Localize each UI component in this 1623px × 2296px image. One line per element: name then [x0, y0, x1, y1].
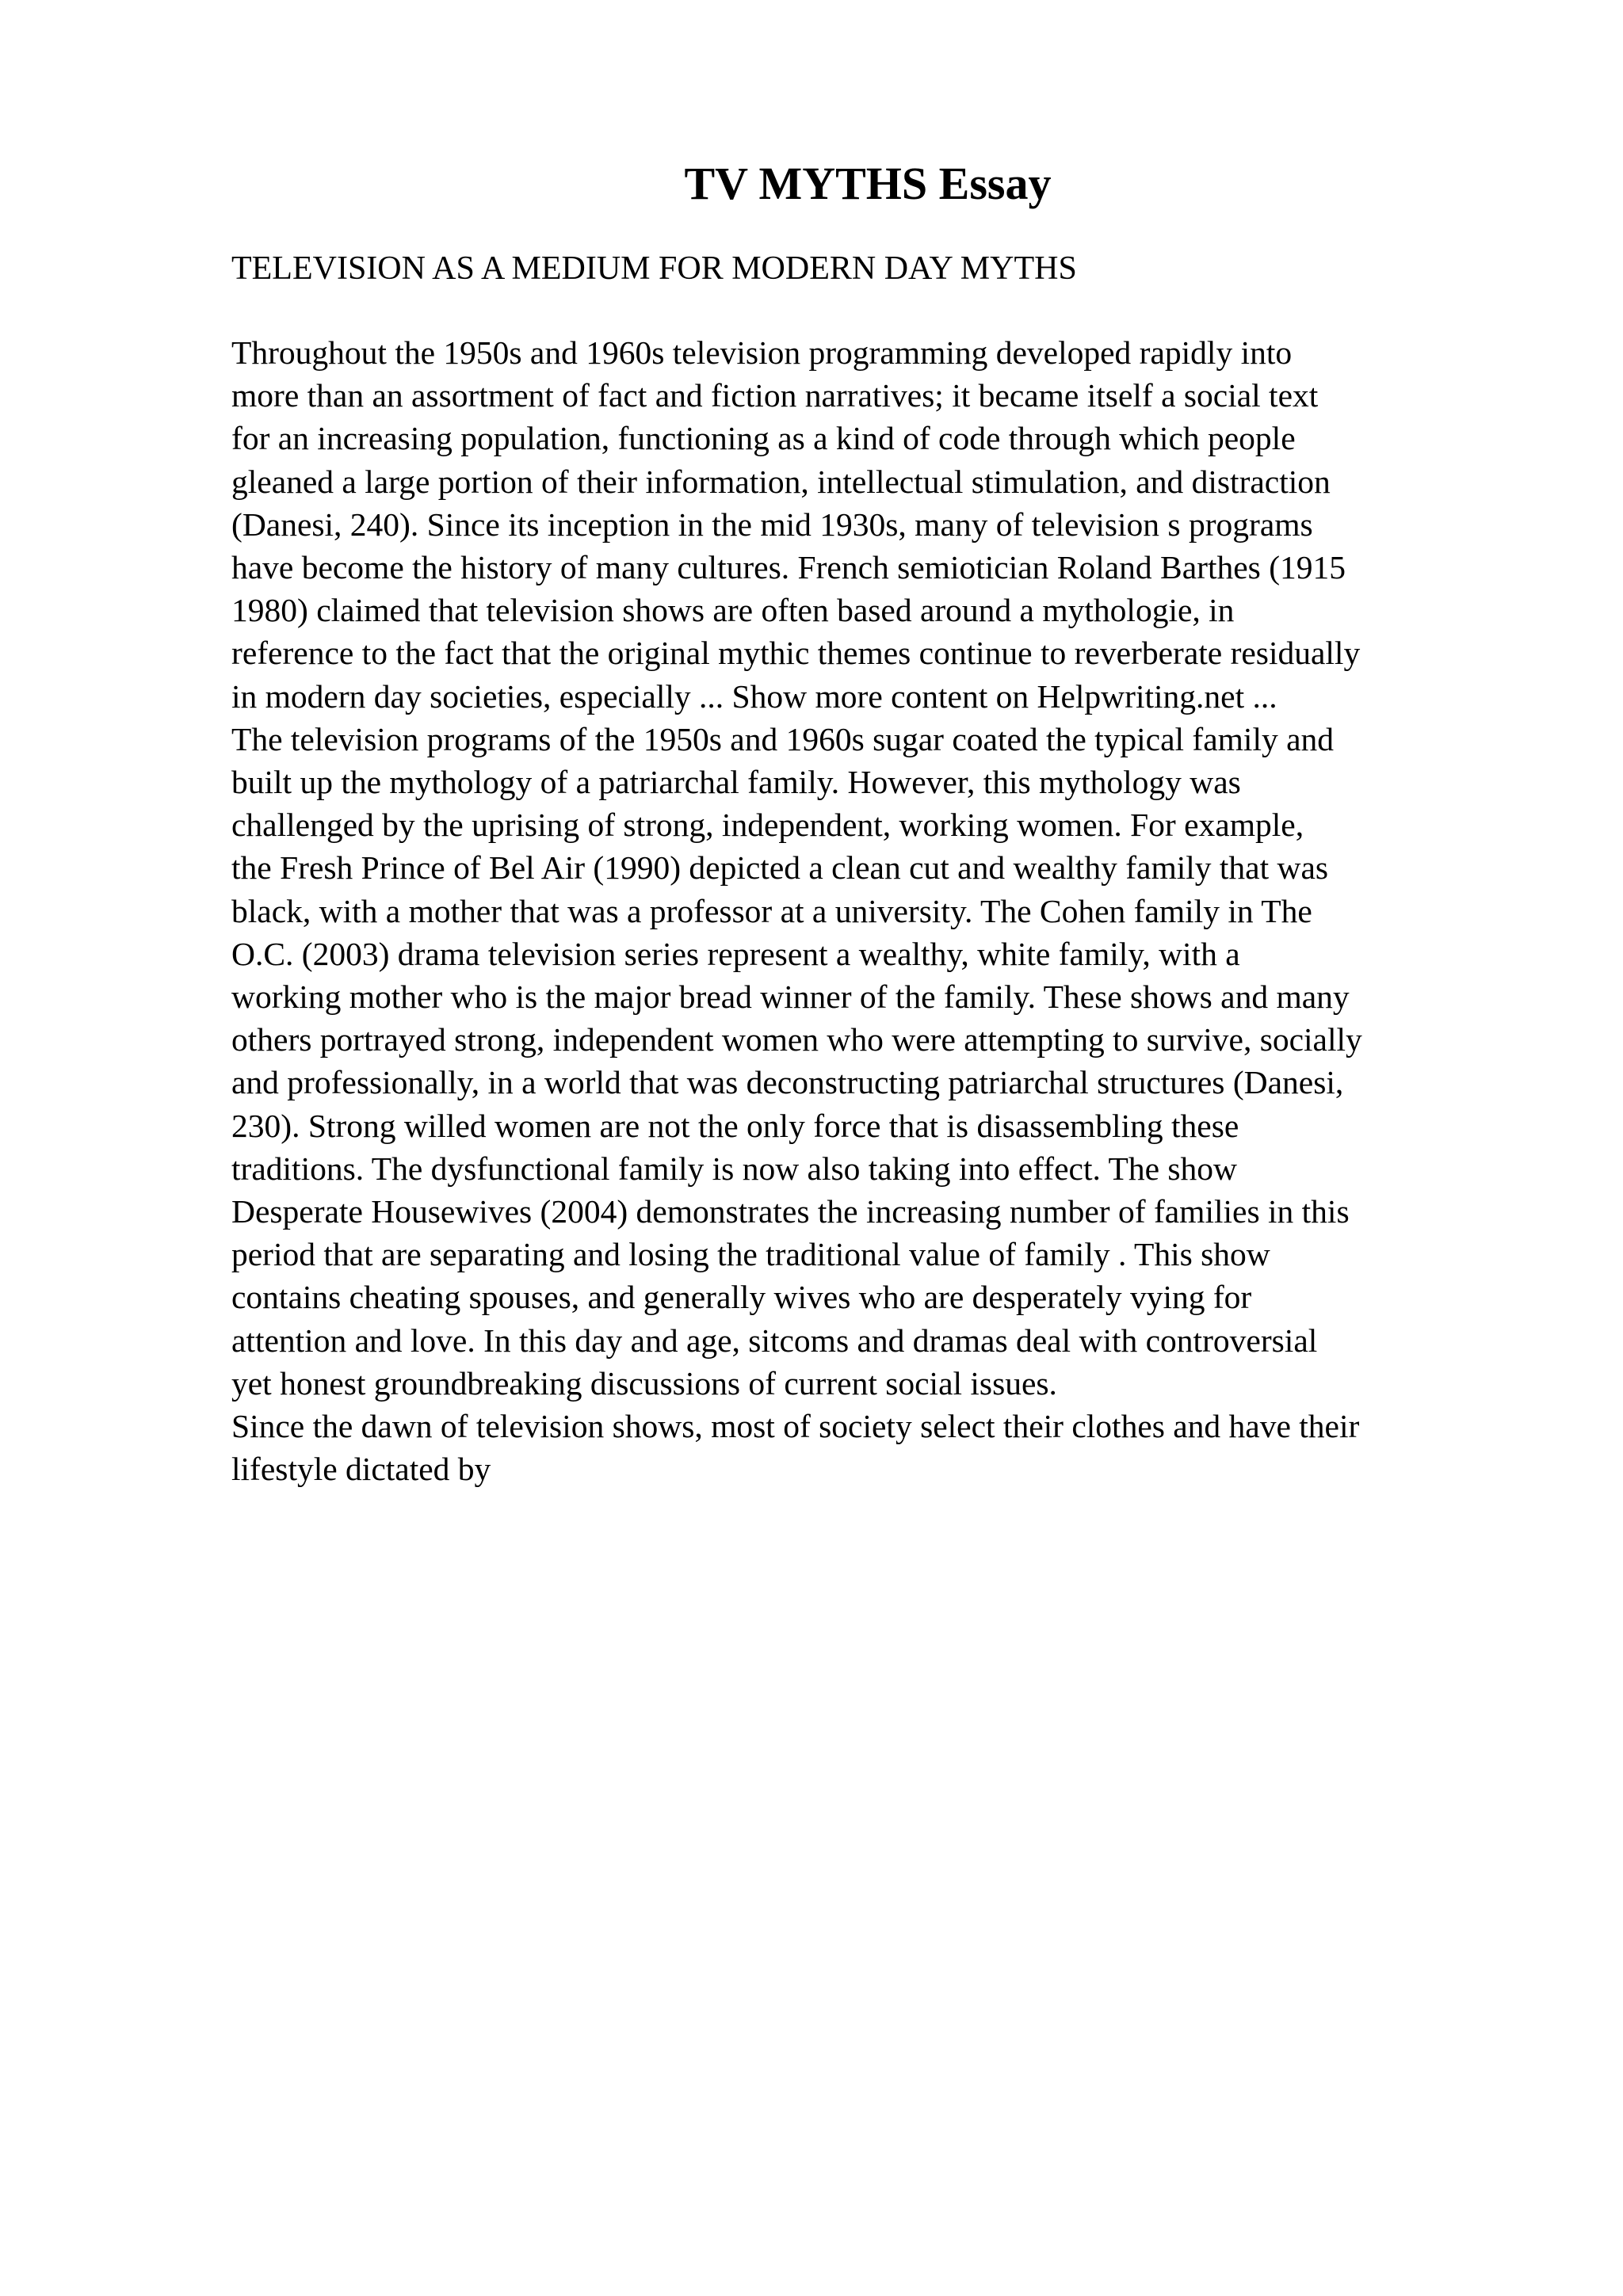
essay-line: have become the history of many cultures. French semiotician Roland Barthes (1915 — [231, 549, 1346, 586]
essay-line: (Danesi, 240). Since its inception in the mid 1930s, many of television s programs — [231, 505, 1313, 543]
essay-line: others portrayed strong, independent women who were attempting to survive, socially — [231, 1021, 1362, 1058]
essay-line: 230). Strong willed women are not the only force that is disassembling these — [231, 1107, 1239, 1144]
document-title: TV MYTHS Essay — [684, 158, 1052, 209]
essay-line: Since the dawn of television shows, most of society select their clothes and have their — [231, 1408, 1360, 1445]
essay-line: and professionally, in a world that was deconstructing patriarchal structures (Danesi, — [231, 1064, 1344, 1101]
essay-line: lifestyle dictated by — [231, 1451, 491, 1488]
essay-line: period that are separating and losing the traditional value of family . This show — [231, 1236, 1270, 1273]
essay-line: contains cheating spouses, and generally wives who are desperately vying for — [231, 1279, 1252, 1316]
essay-line: for an increasing population, functioning as a kind of code through which people — [231, 420, 1296, 457]
essay-line: in modern day societies, especially ... Show more content on Helpwriting.net ... — [231, 677, 1277, 715]
essay-line: reference to the fact that the original mythic themes continue to reverberate residually — [231, 635, 1361, 672]
essay-line: The television programs of the 1950s and 1960s sugar coated the typical family and — [231, 720, 1335, 757]
essay-line: traditions. The dysfunctional family is now also taking into effect. The show — [231, 1150, 1237, 1187]
essay-line: Throughout the 1950s and 1960s television programming developed rapidly into — [231, 334, 1293, 371]
essay-line: attention and love. In this day and age, sitcoms and dramas deal with controversial — [231, 1322, 1318, 1359]
essay-line: 1980) claimed that television shows are often based around a mythologie, in — [231, 592, 1235, 629]
essay-line: O.C. (2003) drama television series represent a wealthy, white family, with a — [231, 935, 1240, 972]
essay-line: Desperate Housewives (2004) demonstrates the increasing number of families in this — [231, 1193, 1350, 1230]
essay-line: built up the mythology of a patriarchal family. However, this mythology was — [231, 764, 1241, 801]
essay-line: more than an assortment of fact and fiction narratives; it became itself a social text — [231, 377, 1319, 414]
document-subtitle: TELEVISION AS A MEDIUM FOR MODERN DAY MYTHS — [231, 250, 1077, 287]
essay-line: black, with a mother that was a professor at a university. The Cohen family in The — [231, 892, 1312, 929]
essay-line: gleaned a large portion of their information, intellectual stimulation, and distraction — [231, 463, 1331, 500]
essay-line: working mother who is the major bread winner of the family. These shows and many — [231, 978, 1350, 1016]
essay-line: challenged by the uprising of strong, independent, working women. For example, — [231, 807, 1304, 844]
essay-line: yet honest groundbreaking discussions of current social issues. — [231, 1364, 1057, 1402]
essay-line: the Fresh Prince of Bel Air (1990) depicted a clean cut and wealthy family that was — [231, 849, 1329, 887]
essay-body — [231, 331, 1594, 1490]
